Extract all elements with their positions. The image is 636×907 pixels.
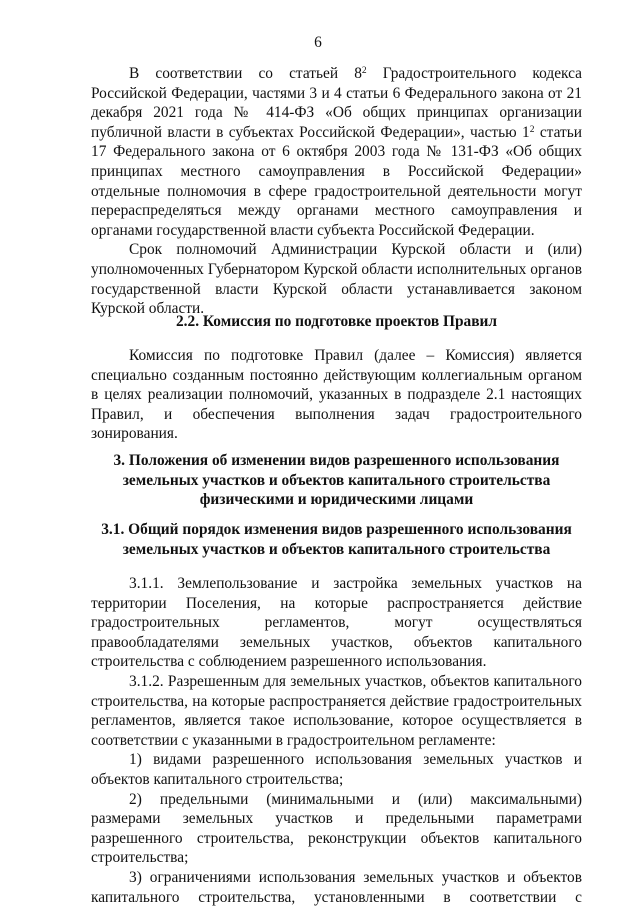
section-3-heading [91, 451, 582, 510]
commission-paragraph: Комиссия по подготовке Правил (далее – Комиссия) является специально созданным постоянно действующим коллегиальным органом в целях реализации полномочий, указанных в подразделе 2.1 настоящих Правил, и обеспечения выполнения задач градостроительного зонирования. [91, 347, 582, 443]
section-3-heading-line-1: 3. Положения об изменении видов разрешенного использования [113, 452, 560, 469]
intro-block [91, 64, 582, 319]
section-2-2-body [91, 346, 582, 444]
page-number: 6 [314, 34, 322, 51]
section-3-1-body [91, 574, 582, 907]
intro-paragraph-term-of-powers: Срок полномочий Администрации Курской области и (или) уполномоченных Губернатором Курской области исполнительных органов государственной власти Курской области устанавливается законом Курской области. [91, 241, 582, 318]
section-3-1-heading-line-2: земельных участков и объектов капитального строительства [122, 540, 551, 558]
section-3-1-heading-line-1: 3.1. Общий порядок изменения видов разрешенного использования [101, 521, 572, 538]
list-item-1: 1) видами разрешенного использования земельных участков и объектов капитального строительства; [91, 751, 582, 788]
list-item-2: 2) предельными (минимальными и (или) максимальными) размерами земельных участков и предельными параметрами разрешенного строительства, реконструкции объектов капитального строительства; [91, 790, 582, 867]
list-item-3: 3) ограничениями использования земельных участков и объектов капитального строительства, установленными в соответствии с [91, 868, 582, 906]
section-2-2 [91, 312, 582, 332]
section-3-heading-line-2: земельных участков и объектов капитального строительства [122, 471, 551, 489]
section-3-1-heading [91, 520, 582, 559]
intro-paragraph-legal-basis: В соответствии со статьей $8^2$ Градостроительного кодекса Российской Федерации, частями 3 и 4 статьи 6 Федерального закона от 21 декабря 2021 года № 414-ФЗ «Об общих принципах организации публичной власти в субъектах Российской Федерации», частью $1^2$ статьи 17 Федерального закона от 6 октября 2003 года № 131-ФЗ «Об общих принципах местного самоуправления в Российской Федерации» отдельные полномочия в сфере градостроительной деятельности могут перераспределяться между органами местного самоуправления и органами государственной власти субъекта Российской Федерации. [91, 65, 582, 239]
section-3-heading-line-3: физическими и юридическими лицами [199, 491, 474, 509]
section-2-2-heading: 2.2. Комиссия по подготовке проектов Правил [175, 313, 498, 330]
paragraph-3-1-1: 3.1.1. Землепользование и застройка земельных участков на территории Поселения, на которые распространяется действие градостроительных регламентов, могут осуществляться правообладателями земельных участков, объектов капитального строительства с соблюдением разрешенного использования. [91, 575, 582, 671]
paragraph-3-1-2: 3.1.2. Разрешенным для земельных участков, объектов капитального строительства, на которые распространяется действие градостроительных регламентов, является такое использование, которое осуществляется в соответствии с указанными в градостроительном регламенте: [91, 672, 582, 749]
